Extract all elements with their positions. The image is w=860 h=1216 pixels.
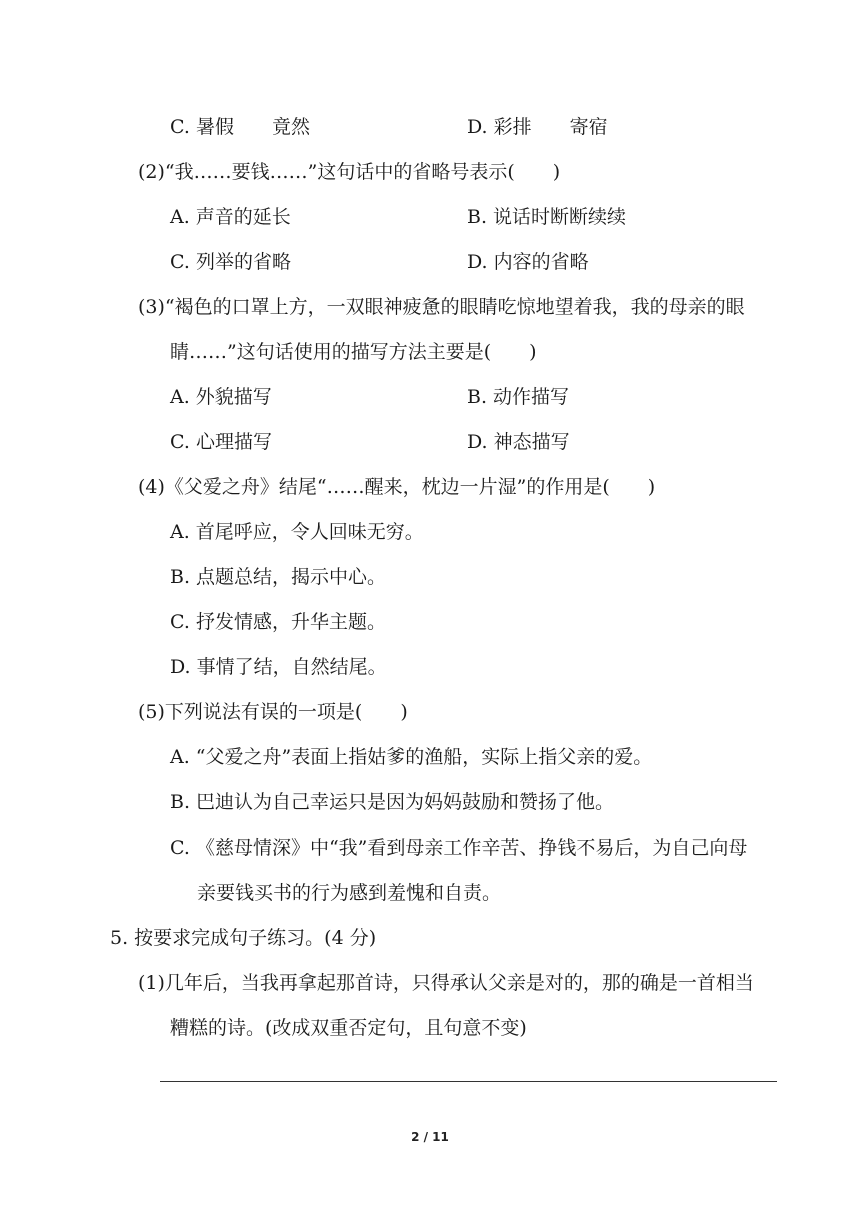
question-4-4-stem: (4)《父爱之舟》结尾“……醒来，枕边一片湿”的作用是( ) bbox=[138, 476, 656, 498]
question-4-3-stem-line2: 睛……”这句话使用的描写方法主要是( ) bbox=[170, 341, 537, 363]
question-4-5-stem: (5)下列说法有误的一项是( ) bbox=[138, 701, 408, 723]
question-4-3-option-a: A. 外貌描写 bbox=[170, 386, 272, 408]
question-4-2-option-d: D. 内容的省略 bbox=[467, 251, 589, 273]
answer-line[interactable] bbox=[160, 1081, 777, 1082]
question-5-1-stem-line2: 糟糕的诗。(改成双重否定句，且句意不变) bbox=[170, 1017, 527, 1039]
question-4-2-option-c: C. 列举的省略 bbox=[170, 251, 291, 273]
question-4-5-option-a: A. “父爱之舟”表面上指姑爹的渔船，实际上指父亲的爱。 bbox=[170, 746, 653, 768]
question-4-3-option-c: C. 心理描写 bbox=[170, 431, 272, 453]
question-4-3-option-d: D. 神态描写 bbox=[467, 431, 570, 453]
question-4-4-option-a: A. 首尾呼应，令人回味无穷。 bbox=[170, 521, 424, 543]
question-4-3-option-b: B. 动作描写 bbox=[467, 386, 570, 408]
question-4-4-option-b: B. 点题总结，揭示中心。 bbox=[170, 566, 387, 588]
question-4-4-option-d: D. 事情了结，自然结尾。 bbox=[170, 656, 387, 678]
question-4-5-option-b: B. 巴迪认为自己幸运只是因为妈妈鼓励和赞扬了他。 bbox=[170, 791, 615, 813]
question-4-5-option-c-line1: C. 《慈母情深》中“我”看到母亲工作辛苦、挣钱不易后，为自己向母 bbox=[170, 837, 748, 859]
question-4-2-option-b: B. 说话时断断续续 bbox=[467, 206, 627, 228]
question-5-title: 5. 按要求完成句子练习。(4 分) bbox=[110, 927, 377, 949]
question-4-2-stem: (2)“我……要钱……”这句话中的省略号表示( ) bbox=[138, 161, 561, 183]
question-4-4-option-c: C. 抒发情感，升华主题。 bbox=[170, 611, 386, 633]
question-4-5-option-c-line2: 亲要钱买书的行为感到羞愧和自责。 bbox=[197, 882, 502, 904]
question-4-3-stem-line1: (3)“褐色的口罩上方，一双眼神疲惫的眼睛吃惊地望着我，我的母亲的眼 bbox=[138, 296, 745, 318]
question-4-2-option-a: A. 声音的延长 bbox=[170, 206, 291, 228]
prev-question-option-d: D. 彩排 寄宿 bbox=[467, 116, 608, 138]
prev-question-option-c: C. 暑假 竟然 bbox=[170, 116, 310, 138]
question-5-1-stem-line1: (1)几年后，当我再拿起那首诗，只得承认父亲是对的，那的确是一首相当 bbox=[138, 972, 754, 994]
page-number: 2 / 11 bbox=[411, 1130, 449, 1144]
